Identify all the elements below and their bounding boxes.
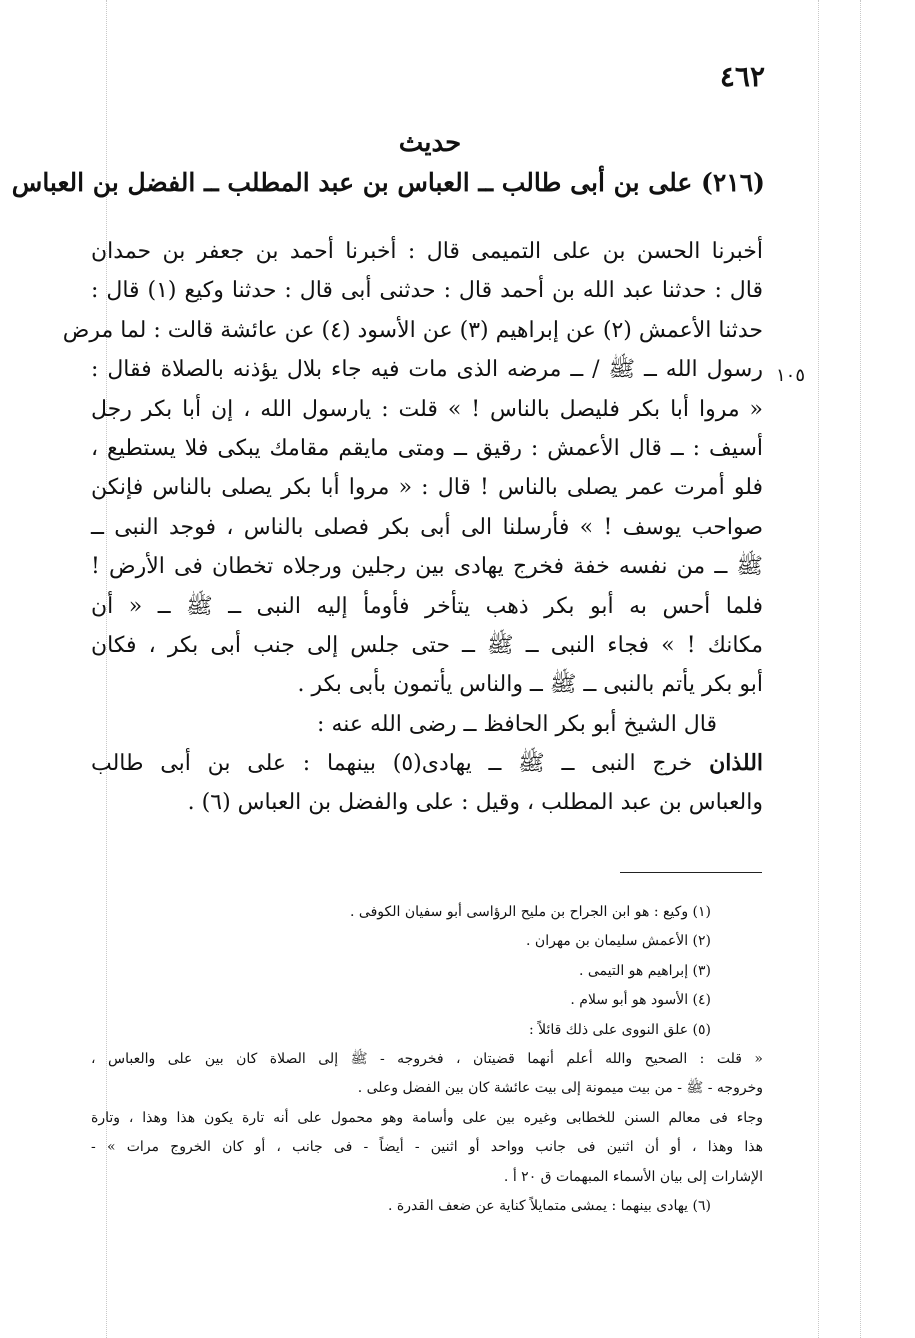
body-line: رسول الله ــ ﷺ / ــ مرضه الذى مات فيه جاء بلال يؤذنه بالصلاة فقال : (91, 357, 763, 383)
body-line: صواحب يوسف ! » فأرسلنا الى أبى بكر فصلى بالناس ، فوجد النبى ــ (91, 514, 763, 540)
sheikh-line: قال الشيخ أبو بكر الحافظ ــ رضى الله عنه : (317, 711, 717, 737)
footnote-quote-line: وخروجه - ﷺ - من بيت ميمونة إلى بيت عائشة كان بين الفضل وعلى . (357, 1080, 763, 1097)
footnote-quote-line: الإشارات إلى بيان الأسماء المبهمات ق ٢٠ أ . (503, 1168, 763, 1185)
footnote: (٣) إبراهيم هو التيمى . (578, 962, 711, 979)
footnote-separator (620, 872, 762, 873)
body-line: ﷺ ــ من نفسه خفة فخرج يهادى بين رجلين ورجلاه تخطان فى الأرض ! (91, 554, 763, 580)
footnote: (٤) الأسود هو أبو سلام . (570, 992, 711, 1009)
final-line (91, 744, 763, 783)
body-line: مكانك ! » فجاء النبى ــ ﷺ ــ حتى جلس إلى جنب أبى بكر ، فكان (91, 632, 763, 658)
footnote: (٢) الأعمش سليمان بن مهران . (526, 933, 711, 950)
hadith-heading: حديث (398, 128, 462, 158)
footnote: (١) وكيع : هو ابن الجراح بن مليح الرؤاسى أبو سفيان الكوفى . (350, 904, 711, 920)
body-line: حدثنا الأعمش (٢) عن إبراهيم (٣) عن الأسود (٤) عن عائشة قالت : لما مرض (62, 317, 763, 343)
margin-page-reference: ١٠٥ (776, 365, 806, 386)
footnotes (91, 898, 763, 1221)
body-line: فلما أحس به أبو بكر ذهب يتأخر فأومأ إليه النبى ــ ﷺ ــ « أن (91, 593, 763, 619)
body-line: « مروا أبا بكر فليصل بالناس ! » قلت : يارسول الله ، إن أبا بكر رجل (91, 396, 763, 422)
body-line: أخبرنا الحسن بن على التميمى قال : أخبرنا أحمد بن جعفر بن حمدان (91, 239, 763, 264)
body-line: قال : حدثنا عبد الله بن أحمد قال : حدثنى أبى قال : حدثنا وكيع (١) قال : (91, 278, 764, 304)
page-number: ٤٦٢ (719, 60, 765, 93)
hadith-body (62, 232, 764, 823)
footnote-quote-line: وجاء فى معالم السنن للخطابى وغيره بين على وأسامة وهو محمول على أنه تارة يكون هذا وهذا ، وتارة (91, 1109, 763, 1126)
final-line-2: والعباس بن عبد المطلب ، وقيل : على والفضل بن العباس (٦) . (187, 790, 763, 816)
body-line: فلو أمرت عمر يصلى بالناس ! قال : « مروا أبا بكر يصلى بالناس فإنكن (91, 475, 763, 501)
footnote-quote-line: هذا وهذا ، أو أن اثنين فى جانب وواحد أو اثنين - أيضاً - فى جانب ، أو كان الخروج مرات » - (91, 1139, 763, 1156)
footnote-quote-line: « قلت : الصحيح والله أعلم أنهما قضيتان ، فخروجه - ﷺ إلى الصلاة كان بين على والعباس ، (91, 1050, 763, 1067)
footnote: (٥) علق النووى على ذلك قائلاً : (528, 1021, 711, 1038)
body-line: أسيف : ــ قال الأعمش : رقيق ــ ومتى مايقم مقامك يبكى فلا يستطيع ، (91, 435, 763, 461)
final-lead-word: اللذان (709, 750, 764, 777)
footnote: (٦) يهادى بينهما : يمشى متمايلاً كناية عن ضعف القدرة . (388, 1197, 711, 1214)
hadith-title: (٢١٦) على بن أبى طالب ــ العباس بن عبد المطلب ــ الفضل بن العباس (11, 168, 765, 197)
body-line: أبو بكر يأتم بالنبى ــ ﷺ ــ والناس يأتمون بأبى بكر . (297, 672, 763, 698)
final-line-text: خرج النبى ــ ﷺ ــ يهادى(٥) بينهما : على بن أبى طالب (91, 751, 693, 777)
